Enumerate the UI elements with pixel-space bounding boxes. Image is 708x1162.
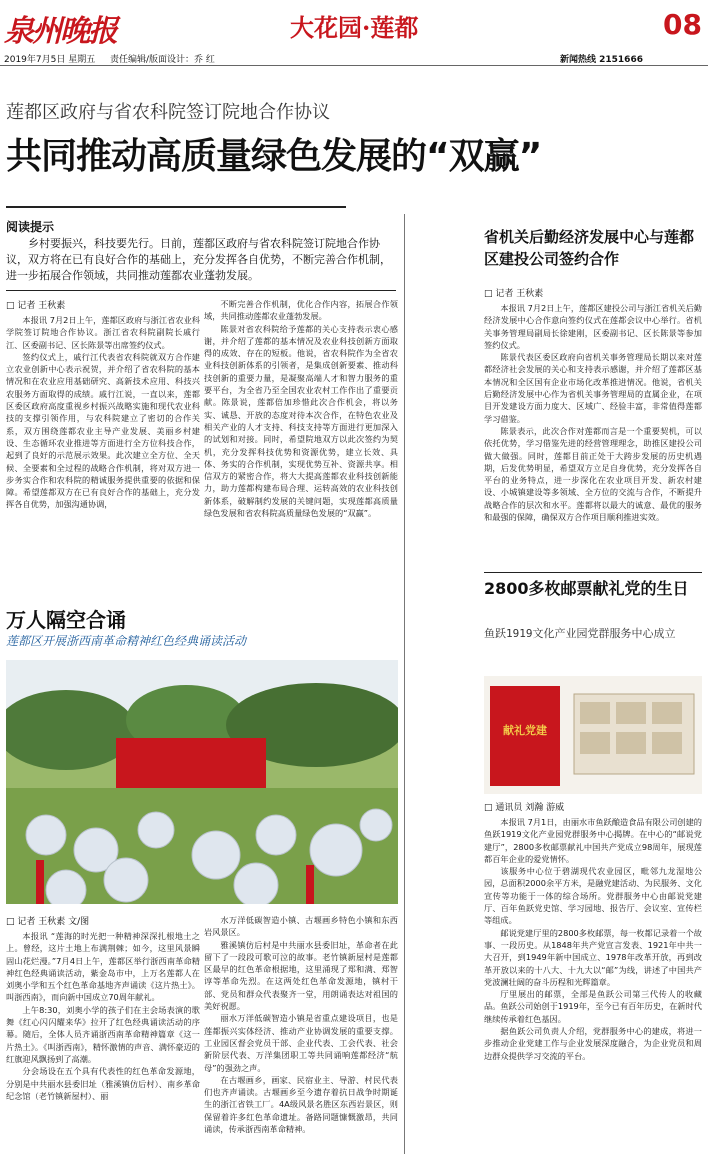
lead-text: 乡村要振兴，科技要先行。日前，莲都区政府与省农科院签订院地合作协议，双方将在已有良好合作的基础上，充分发挥各自优势，不断完善合作机制，进一步拓展合作领域，共同推动莲都农业蓬勃发展。 [6, 237, 391, 282]
paragraph: 签约仪式上，戚行江代表省农科院就双方合作建立农业创新中心表示祝贺，并介绍了省农科院的基本情况和在农业应用基础研究、高新技术应用、科技兴农服务方面取得的成绩。戚行江说，一直以来，莲都区委区政府高度重视乡村振兴战略实施和现代农业科技的支撑引领作用，与农科院建立了密切的合作关系，双方围绕莲都农业主导产业发展、美丽乡村建设、生态循环农业推进等方面进行全方位科技合作，起到了良好的示范展示效果。此次建立全方位、全天候、全要素和全过程的战略合作机制，将对双方进一步务实合作和农科院的精诚服务提供重要的依据和保障。希望莲都双方在已有良好合作的基础上，充分发挥各自优势，加强沟通协调， [6, 351, 200, 510]
main-kicker: 莲都区政府与省农科院签订院地合作协议 [6, 102, 330, 123]
stamp-hall-photo [484, 676, 702, 794]
main-column-2 [204, 298, 398, 594]
paragraph: 邮说党建厅里的2800多枚邮票，每一枚都记录着一个故事、一段历史。从1848年共产党宣言发表、1921年中共一大召开，到1949年新中国成立、1978年改革开放，再到改革开放以来的十八大、十九大以“邮”为线，讲述了中国共产党波澜壮阔的奋斗历程和光辉篇章。 [484, 927, 702, 987]
side2-byline-text: 通讯员 刘瀚 游威 [495, 803, 565, 813]
main-byline-text: 记者 王秋素 [17, 301, 66, 311]
paragraph: 丽水万洋低碳智造小镇是省重点建设项目，也是莲都振兴实体经济、推动产业协调发展的重要支撑。工业园区督会党员干部、企业代表、工会代表、社会新阶层代表、万洋集团职工等共同诵响莲都经济“航母”的强劲之声。 [204, 1013, 398, 1073]
paragraph: 分会场设在五个具有代表性的红色革命发源地，分别是中共丽水县委旧址（雅溪镇仿后村）、南乡革命纪念馆（老竹镇新屋村）、丽 [6, 1066, 200, 1101]
page-number: 08 [663, 8, 702, 41]
paragraph: 上午8:30，刘奥小学的孩子们在主会场表演的歌舞《红心闪闪耀来华》拉开了红色经典诵读活动的序幕。随后，全体人员齐诵浙西南革命精神篇章《这一片热土》。《叫浙西南》，精怀激情的声音、满怀豪迈的红旗迎风飘扬到了高潮。 [6, 1004, 200, 1064]
story2-byline-text: 记者 王秋素 文/图 [17, 917, 90, 927]
paragraph: 在古堰画乡，画家、民宿业主、导游、村民代表们也齐声诵读。古堰画乡至今遗存着抗日战争时期诞生的浙江省铁工厂。4A级风景名胜区东西岩景区，则保留着许多红色革命遗址。备路同题慷慨激昂，共同诵读，传承浙西南革命精神。 [204, 1074, 398, 1135]
story2-column-1 [6, 930, 200, 1156]
side1-byline-text: 记者 王秋素 [495, 289, 544, 299]
main-byline: □ 记者 王秋素 [6, 301, 66, 311]
lead-title: 阅读提示 [6, 220, 55, 234]
side2-byline: □ 通讯员 刘瀚 游威 [484, 803, 565, 813]
side2-subhead: 鱼跃1919文化产业园党群服务中心成立 [484, 627, 676, 640]
photo-banner-text: 献礼党建 [503, 724, 547, 737]
newspaper-logo: 泉州晚报 [4, 14, 116, 49]
info-bar [0, 50, 708, 66]
story2-subhead: 莲都区开展浙西南革命精神红色经典诵读活动 [6, 634, 247, 648]
masthead [0, 0, 708, 48]
side2-body [484, 816, 702, 1156]
paragraph: 陈景对省农科院给予莲都的关心支持表示衷心感谢，并介绍了莲都的基本情况及农业科技创新方面取得的成效、存在的短板。他说，省农科院作为全省农业科技创新体系的引领者，是集成创新要素、推动科技创新的重要力量，是凝聚高端人才和智力服务的重要平台，为全省乃至全国农业农村工作作出了重要贡献。陈景说，莲都倍加珍惜此次合作机会，将以务实、诚恳、开放的态度对待本次合作，在特色农业及相关产业的人才支持、科技支持等方面进行更加深入的试划和对接。同时，希望院地双方以此次签约为契机，充分发挥科技优势和资源优势，建立长效、具体、务实的合作机制，实现优势互补、资源共享。相信双方的紧密合作，将大大提高莲都农业科技创新能力，助力莲都构建布局合理、运转高效的农业科技创新体系，破解制约发展的关键问题，实现莲都高质量绿色发展和省农科院高质量绿色发展的“双赢”。 [204, 323, 398, 519]
paragraph: 该服务中心位于碧湖现代农业园区，毗邻九龙湿地公园，总面积2000余平方米，是融党建活动、为民服务、文化宣传等功能于一体的综合场所。党群服务中心由邮说党建厅、百年鱼跃党史馆、学习园地、报告厅、会议室、宣传栏等组成。 [484, 866, 702, 926]
paragraph: 陈景表示，此次合作对莲都而言是一个重要契机，可以依托优势，学习借鉴先进的经营管理理念，助推区建投公司做大做强。同时，莲都目前正处于大跨步发展的历史机遇期，后发优势明显，希望双方立足自身优势，充分发挥各自平台的业务特点，进一步深化在农业项目开发、新农村建设、小城镇建设等多领域、全方位的交流与合作，不断提升战略合作的层次和水平。莲都将以最大的诚意、最优的服务和最强的保障，确保双方合作项目顺利推进实效。 [484, 425, 702, 523]
main-headline: 共同推动高质量绿色发展的“双赢” [6, 136, 542, 177]
headline-rule [6, 206, 346, 208]
side1-body [484, 302, 702, 566]
side-rule [484, 572, 702, 573]
editor-credit: 责任编辑/版面设计：乔 红 [110, 55, 215, 65]
paragraph: 本报讯 7月2日上午，莲都区政府与浙江省农业科学院签订院地合作协议。浙江省农科院副院长戚行江、区委副书记、区长陈景等出席签约仪式。 [6, 315, 200, 350]
issue-date: 2019年7月5日 星期五 [4, 55, 96, 65]
story2-column-2 [204, 914, 398, 1156]
column-divider [404, 214, 405, 1154]
story2-byline: □ 记者 王秋素 文/图 [6, 917, 90, 927]
news-hotline: 新闻热线 2151666 [560, 55, 643, 65]
paragraph: 不断完善合作机制，优化合作内容，拓展合作领域，共同推动莲都农业蓬勃发展。 [204, 299, 398, 322]
story2-headline: 万人隔空合诵 [6, 608, 126, 632]
paragraph: 据鱼跃公司负责人介绍，党群服务中心的建成，将进一步推动企业党建工作与企业发展深度融合，为企业党员和周边群众提供学习交流的平台。 [484, 1026, 702, 1061]
section-title: 大花园·莲都 [290, 13, 419, 42]
paragraph: 水万洋低碳智造小镇、古堰画乡特色小镇和东西岩风景区。 [204, 915, 398, 938]
main-column-1 [6, 314, 200, 594]
paragraph: 陈景代表区委区政府向省机关事务管理局长期以来对莲都经济社会发展的关心和支持表示感谢，并介绍了莲都区基本情况和全区国有企业市场化改革推进情况。他说，省机关后勤经济发展中心作为省机关事务管理局的直属企业，在项目开发建设方面力度大、区域广、经验丰富，非常值得莲都学习借鉴。 [484, 352, 702, 424]
paragraph: 本报讯 “莲海的时光把一种精神深深扎根地土之上。曾经，这片土地上布满荆棘；如今，这里风景瞬固山花烂漫。”7月4日上午，莲都区举行浙西南革命精神红色经典诵读活动，紫金岛市中，上万名莲都人在刘奥小学和五个红色革命基地齐声诵读《这片热土》。叫浙西南》，而向新中国成立70周年献礼。 [6, 931, 200, 1003]
side1-byline: □ 记者 王秋素 [484, 289, 544, 299]
lead-rule [6, 290, 396, 291]
paragraph: 厅里展出的邮票，全部是鱼跃公司第三代传人的收藏品。鱼跃公司始创于1919年，至今已有百年历史，在新时代继续传承着红色基因。 [484, 989, 702, 1024]
paragraph: 本报讯 7月1日，由丽水市鱼跃酿造食品有限公司创建的鱼跃1919文化产业园党群服务中心揭牌。在中心的“邮说党建厅”，2800多枚邮票献礼中国共产党成立98周年，展现莲都百年企业的爱党情怀。 [484, 817, 702, 864]
recitation-photo-art [6, 660, 398, 904]
side1-headline: 省机关后勤经济发展中心与莲都区建投公司签约合作 [484, 228, 695, 268]
side2-headline: 2800多枚邮票献礼党的生日 [484, 579, 689, 598]
paragraph: 本报讯 7月2日上午，莲都区建投公司与浙江省机关后勤经济发展中心合作意向签约仪式在莲都会议中心举行。省机关事务管理局副局长徐建刚，区委副书记、区长陈景等参加签约仪式。 [484, 303, 702, 350]
recitation-photo [6, 660, 398, 904]
paragraph: 雅溪镇仿后村是中共丽水县委旧址，革命者在此留下了一段段可歌可泣的故事。老竹镇新屋村是莲都区最早的红色革命根据地，这里涌现了郑和满、郑智谆等革命先烈。在这两处红色革命发源地，镇村干部、党员和群众代表聚齐一堂，用朗诵表达对祖国的美好祝愿。 [204, 939, 398, 1012]
